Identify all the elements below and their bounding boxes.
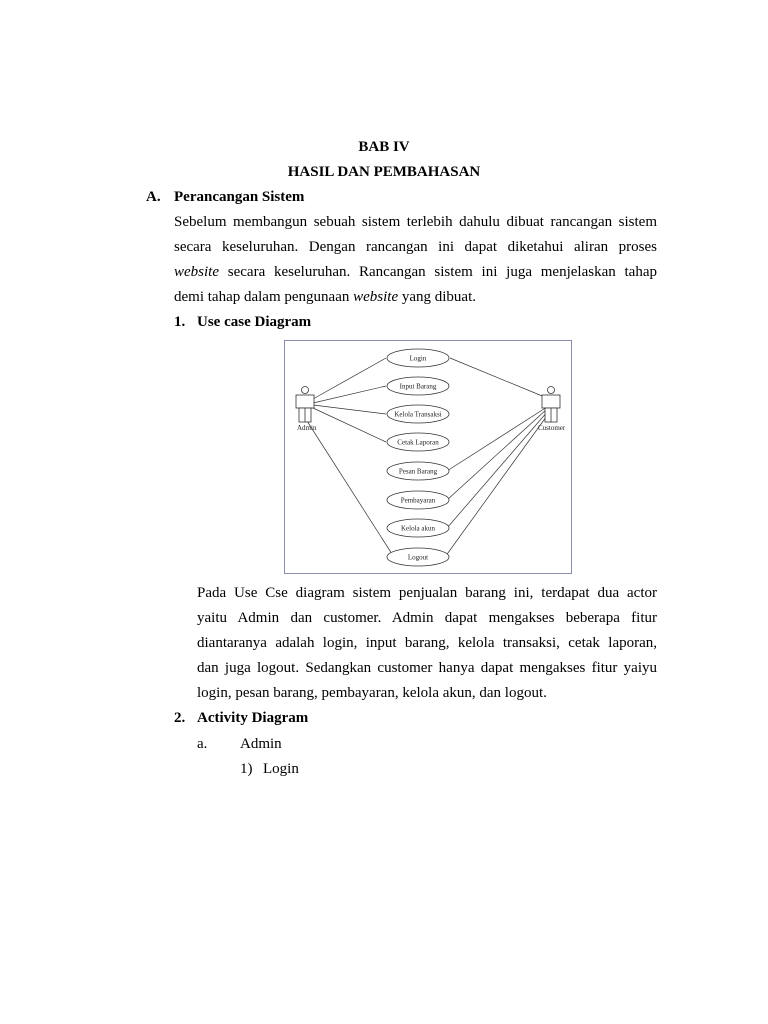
customer-actor-icon — [542, 387, 560, 423]
chapter-number: BAB IV — [358, 139, 410, 155]
chapter-title: HASIL DAN PEMBAHASAN — [287, 164, 481, 180]
intro-line-1: Sebelum membangun sebuah sistem terlebih dahulu dibuat rancangan sistem — [174, 214, 657, 230]
intro-line-4 — [174, 288, 476, 306]
item-2-title: Activity Diagram — [197, 710, 309, 726]
sub-a-marker: a. — [197, 736, 208, 752]
intro-line-3 — [174, 263, 657, 281]
admin-actor-label: Admin — [297, 424, 317, 432]
use-case-label: Pembayaran — [400, 496, 436, 505]
intro-line-3-rest: secara keseluruhan. Rancangan sistem ini juga menjelaskan tahap — [219, 264, 657, 280]
intro-line-2: secara keseluruhan. Dengan rancangan ini dapat diketahui aliran proses — [174, 239, 657, 255]
use-case-label: Input Barang — [399, 382, 437, 391]
desc-line-5: login, pesan barang, pembayaran, kelola akun, dan logout. — [197, 685, 547, 701]
desc-line-1: Pada Use Cse diagram sistem penjualan barang ini, terdapat dua actor — [197, 585, 657, 601]
use-case-label: Logout — [407, 553, 429, 562]
item-1-title: Use case Diagram — [197, 314, 312, 330]
use-case-label: Pesan Barang — [398, 467, 438, 476]
use-case-diagram — [284, 340, 572, 574]
customer-actor-label: Customer — [538, 424, 566, 432]
use-case-label: Kelola Transaksi — [394, 410, 442, 419]
use-case-label: Kelola akun — [400, 524, 436, 533]
section-a-title: Perancangan Sistem — [174, 189, 305, 205]
desc-line-4: dan juga logout. Sedangkan customer hanya dapat mengakses fitur yaiyu — [197, 660, 657, 676]
use-case-diagram-svg — [285, 341, 573, 575]
use-case-label: Cetak Laporan — [397, 438, 439, 447]
use-case-label: Login — [409, 354, 427, 363]
website-term: website — [353, 289, 399, 305]
intro-line-4-end: yang dibuat. — [398, 289, 477, 305]
admin-actor-icon — [296, 387, 314, 423]
item-1-marker: 1. — [174, 314, 186, 330]
section-a-marker: A. — [146, 189, 161, 205]
item-2-marker: 2. — [174, 710, 186, 726]
intro-line-4-start: demi tahap dalam pengunaan — [174, 289, 354, 305]
sub-a1-marker: 1) — [240, 761, 253, 777]
desc-line-3: diantaranya adalah login, input barang, kelola transaksi, cetak laporan, — [197, 635, 657, 651]
sub-a-label: Admin — [240, 736, 282, 752]
desc-line-2: yaitu Admin dan customer. Admin dapat mengakses beberapa fitur — [197, 610, 657, 626]
website-term: website — [174, 264, 219, 280]
sub-a1-label: Login — [263, 761, 299, 777]
